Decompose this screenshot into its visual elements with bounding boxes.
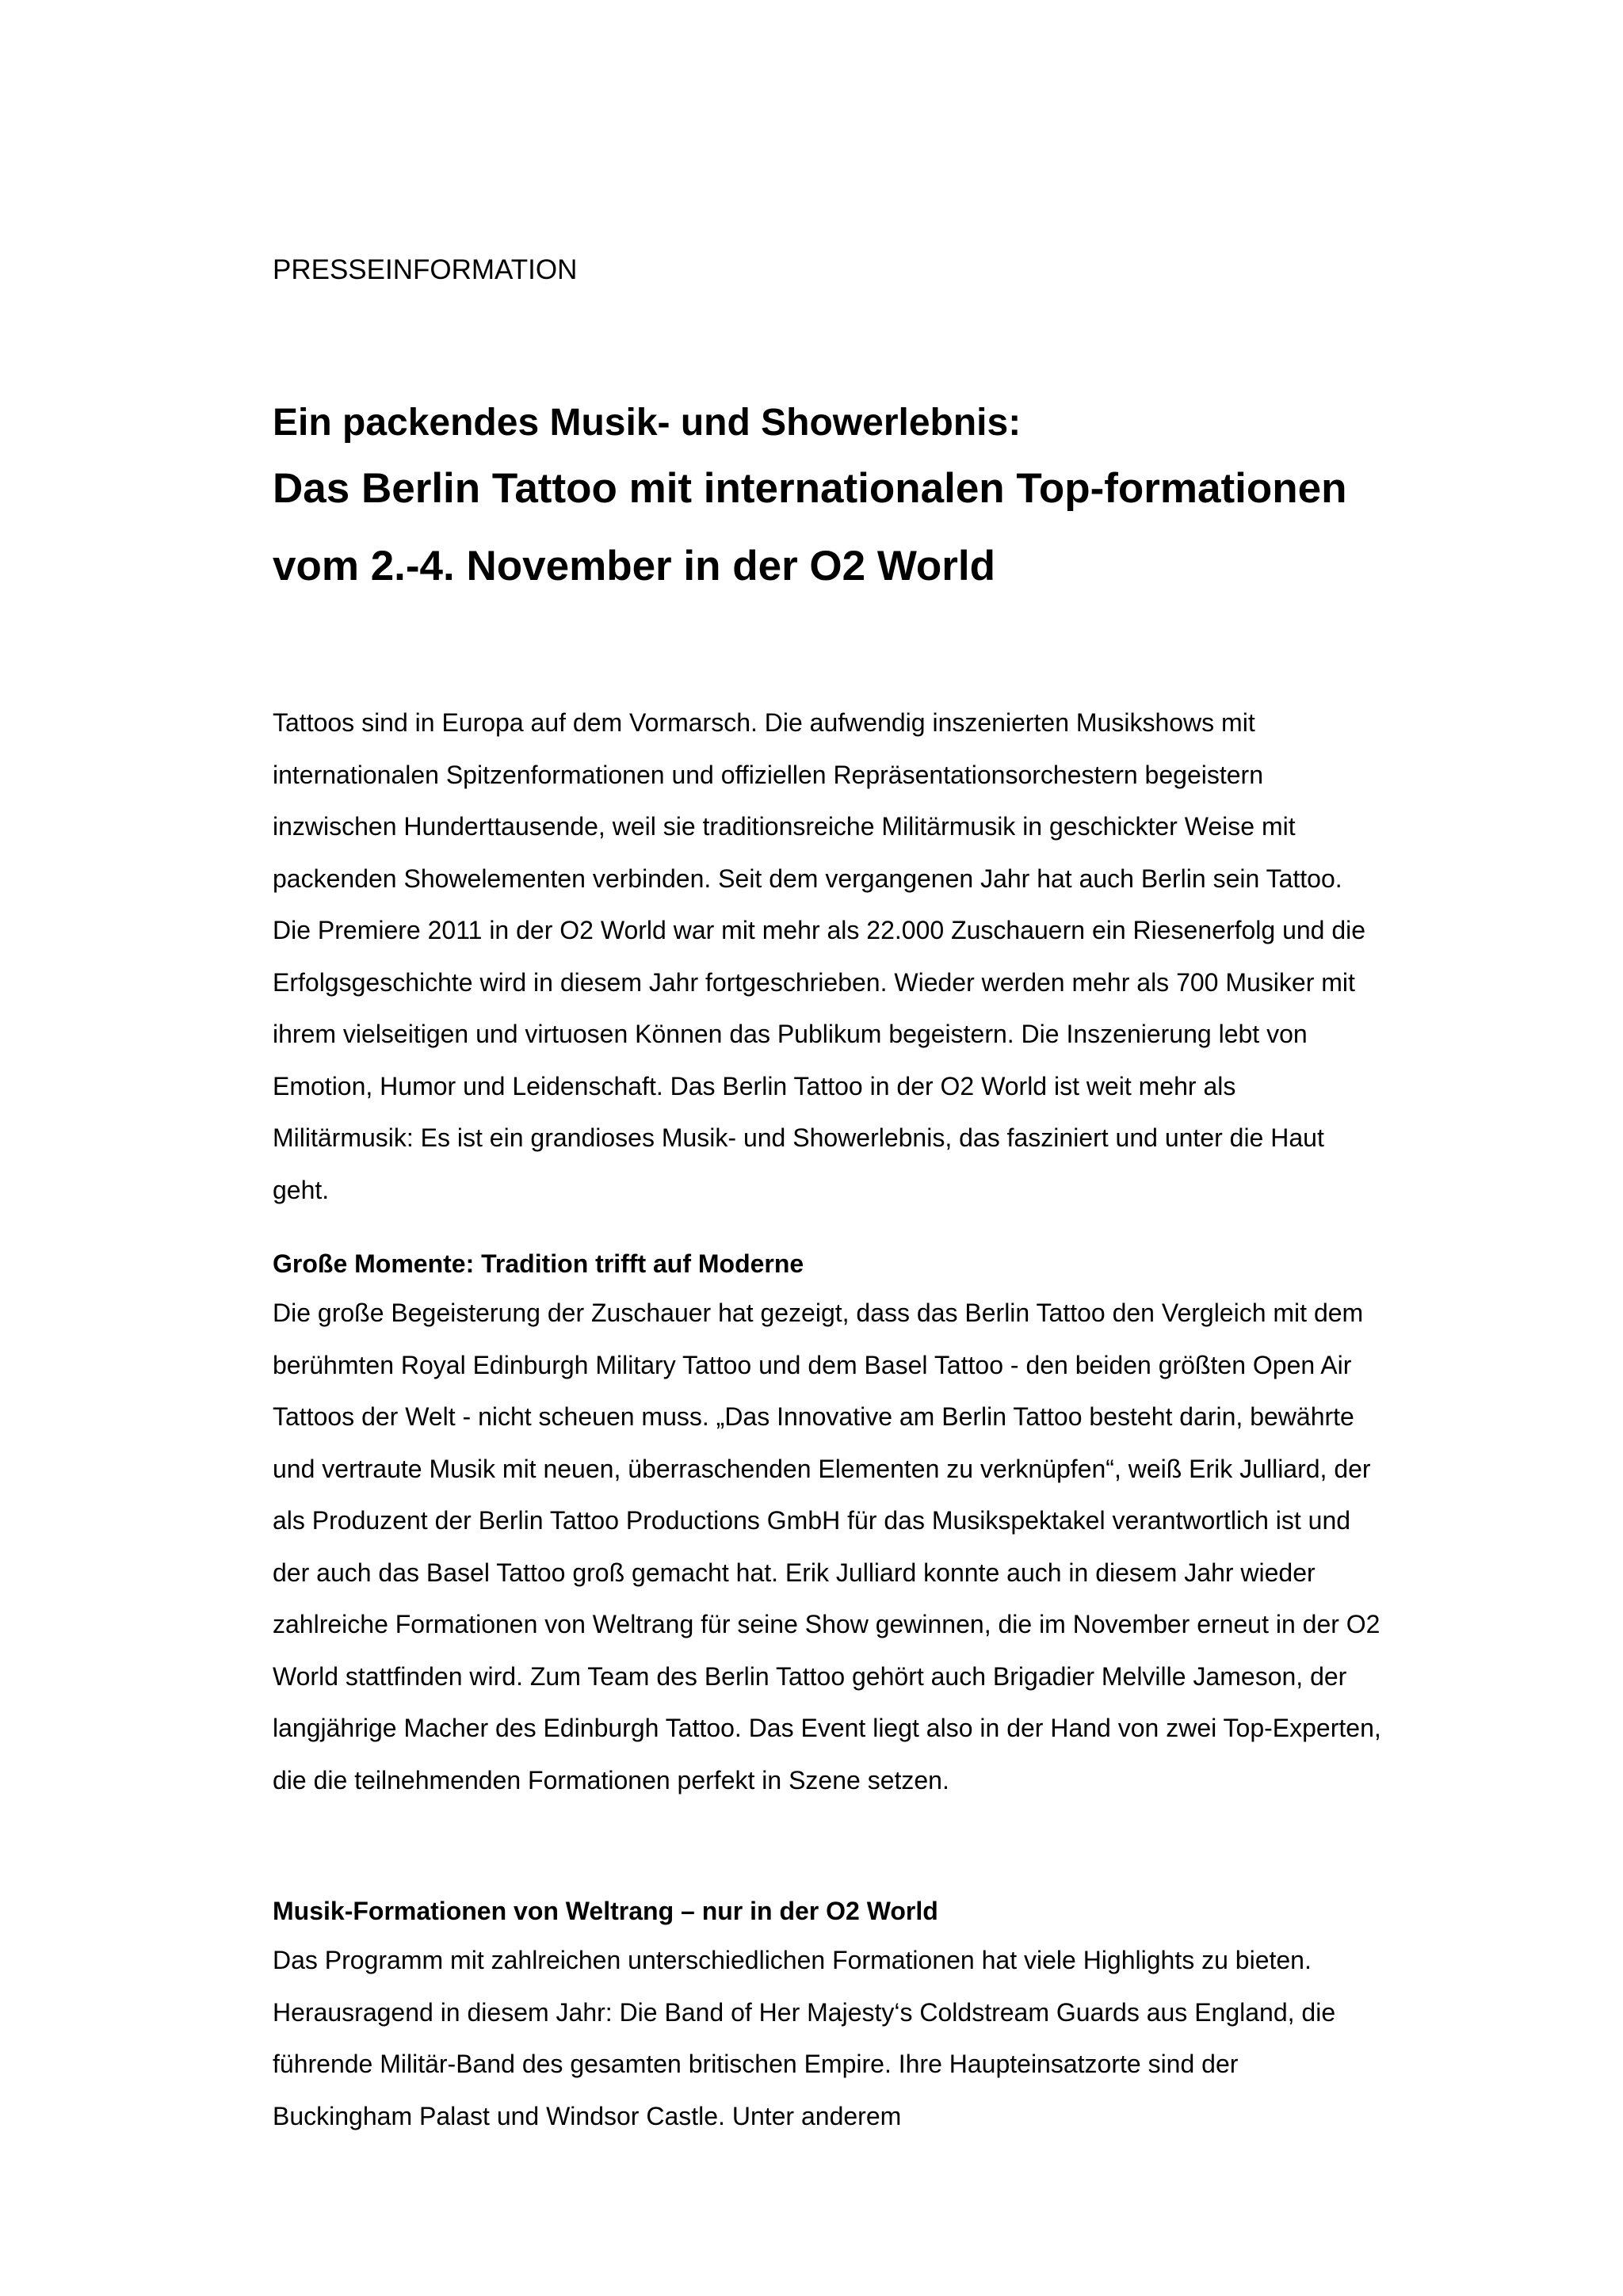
subheadline: Das Berlin Tattoo mit internationalen Top-formationen vom 2.-4. November in der O2 World bbox=[273, 465, 1347, 589]
section-heading-formations: Musik-Formationen von Weltrang – nur in der O2 World bbox=[273, 1897, 938, 1925]
section-heading-tradition: Große Momente: Tradition trifft auf Moderne bbox=[273, 1249, 804, 1278]
document-content bbox=[273, 250, 1382, 2142]
document-label: PRESSEINFORMATION bbox=[273, 254, 578, 285]
headline: Ein packendes Musik- und Showerlebnis: bbox=[273, 402, 1022, 444]
intro-paragraph: Tattoos sind in Europa auf dem Vormarsch. Die aufwendig inszenierten Musikshows mit internationalen Spitzenformationen und offiziellen Repräsentationsorchestern begeistern inzwischen Hunderttausende, weil sie traditionsreiche Militärmusik in geschickter Weise mit packenden Showelementen verbinden. Seit dem vergangenen Jahr hat auch Berlin sein Tattoo. Die Premiere 2011 in der O2 World war mit mehr als 22.000 Zuschauern ein Riesenerfolg und die Erfolgsgeschichte wird in diesem Jahr fortgeschrieben. Wieder werden mehr als 700 Musiker mit ihrem vielseitigen und virtuosen Können das Publikum begeistern. Die Inszenierung lebt von Emotion, Humor und Leidenschaft. Das Berlin Tattoo in der O2 World ist weit mehr als Militärmusik: Es ist ein grandioses Musik- und Showerlebnis, das fasziniert und unter die Haut geht. bbox=[273, 708, 1366, 1204]
section-text-formations: Das Programm mit zahlreichen unterschiedlichen Formationen hat viele Highlights zu bieten. Herausragend in diesem Jahr: Die Band of Her Majesty‘s Coldstream Guards aus England, die führende Militär-Band des gesamten britischen Empire. Ihre Haupteinsatzorte sind der Buckingham Palast und Windsor Castle. Unter anderem bbox=[273, 1946, 1336, 2130]
section-text-tradition: Die große Begeisterung der Zuschauer hat gezeigt, dass das Berlin Tattoo den Vergleich mit dem berühmten Royal Edinburgh Military Tattoo und dem Basel Tattoo - den beiden größten Open Air Tattoos der Welt - nicht scheuen muss. „Das Innovative am Berlin Tattoo besteht darin, bewährte und vertraute Musik mit neuen, überraschenden Elementen zu verknüpfen“, weiß Erik Julliard, der als Produzent der Berlin Tattoo Productions GmbH für das Musikspektakel verantwortlich ist und der auch das Basel Tattoo groß gemacht hat. Erik Julliard konnte auch in diesem Jahr wieder zahlreiche Formationen von Weltrang für seine Show gewinnen, die im November erneut in der O2 World stattfinden wird. Zum Team des Berlin Tattoo gehört auch Brigadier Melville Jameson, der langjährige Macher des Edinburgh Tattoo. Das Event liegt also in der Hand von zwei Top-Experten, die die teilnehmenden Formationen perfekt in Szene setzen. bbox=[273, 1299, 1381, 1794]
